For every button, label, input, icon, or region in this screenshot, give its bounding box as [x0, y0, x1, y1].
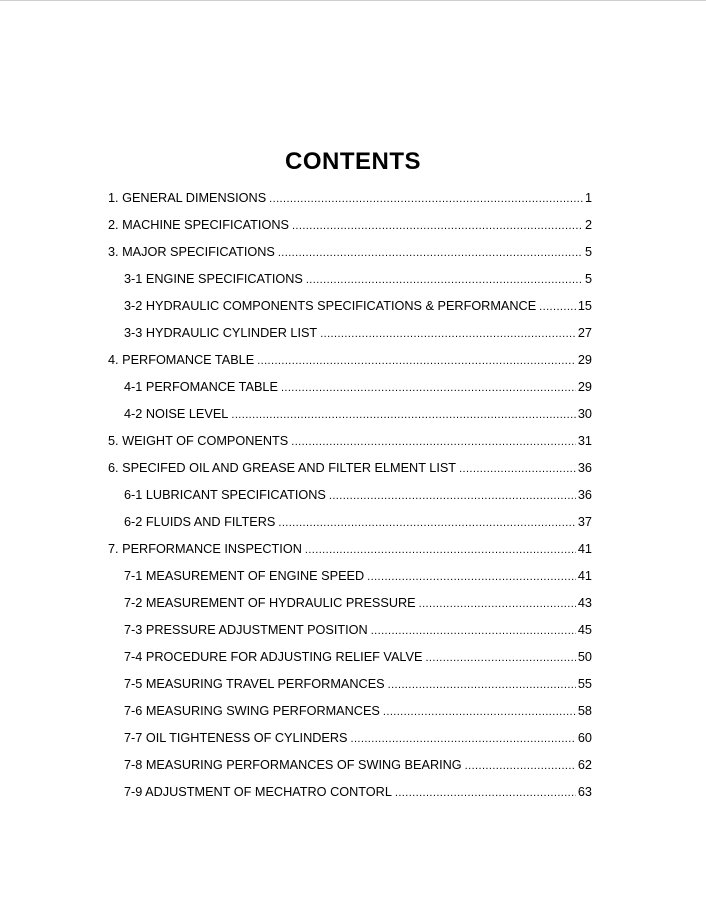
toc-dot-leader — [388, 679, 576, 691]
toc-entry-label: 7. PERFORMANCE INSPECTION — [108, 542, 302, 556]
toc-entry-page: 55 — [577, 677, 592, 691]
toc-entry[interactable] — [108, 461, 592, 488]
toc-entry-label: 6-1 LUBRICANT SPECIFICATIONS — [124, 488, 326, 502]
toc-entry-label: 7-2 MEASUREMENT OF HYDRAULIC PRESSURE — [124, 596, 416, 610]
toc-dot-leader — [383, 706, 576, 718]
toc-dot-leader — [539, 301, 576, 313]
toc-entry-page: 5 — [584, 272, 592, 286]
toc-entry-label: 6. SPECIFED OIL AND GREASE AND FILTER ELMENT LIST — [108, 461, 457, 475]
toc-entry[interactable] — [108, 569, 592, 596]
toc-entry-page: 63 — [577, 785, 592, 799]
toc-entry[interactable] — [108, 272, 592, 299]
toc-dot-leader — [278, 517, 576, 529]
toc-dot-leader — [292, 220, 583, 232]
toc-entry-label: 4-2 NOISE LEVEL — [124, 407, 229, 421]
toc-entry[interactable] — [108, 488, 592, 515]
toc-entry-page: 37 — [577, 515, 592, 529]
page-title: CONTENTS — [285, 148, 421, 175]
toc-entry-page: 29 — [577, 380, 592, 394]
toc-entry-label: 2. MACHINE SPECIFICATIONS — [108, 218, 289, 232]
toc-entry-page: 30 — [577, 407, 592, 421]
toc-entry-label: 3. MAJOR SPECIFICATIONS — [108, 245, 275, 259]
toc-entry[interactable] — [108, 380, 592, 407]
toc-dot-leader — [395, 787, 576, 799]
toc-entry-label: 7-9 ADJUSTMENT OF MECHATRO CONTORL — [124, 785, 392, 799]
toc-entry-page: 27 — [577, 326, 592, 340]
toc-entry-label: 3-1 ENGINE SPECIFICATIONS — [124, 272, 303, 286]
toc-entry[interactable] — [108, 326, 592, 353]
toc-entry-label: 6-2 FLUIDS AND FILTERS — [124, 515, 276, 529]
toc-entry-label: 4. PERFOMANCE TABLE — [108, 353, 255, 367]
toc-entry-label: 3-3 HYDRAULIC CYLINDER LIST — [124, 326, 318, 340]
toc-entry-page: 43 — [577, 596, 592, 610]
toc-entry[interactable] — [108, 353, 592, 380]
toc-entry-page: 58 — [577, 704, 592, 718]
toc-entry-page: 36 — [577, 461, 592, 475]
toc-dot-leader — [459, 463, 576, 475]
toc-dot-leader — [291, 436, 576, 448]
toc-dot-leader — [231, 409, 576, 421]
toc-entry-page: 1 — [584, 191, 592, 205]
toc-entry-label: 3-2 HYDRAULIC COMPONENTS SPECIFICATIONS & PERFORMANCE — [124, 299, 537, 313]
toc-entry[interactable] — [108, 245, 592, 272]
toc-entry-page: 41 — [577, 542, 592, 556]
toc-dot-leader — [351, 733, 576, 745]
toc-entry-page: 29 — [577, 353, 592, 367]
toc-entry[interactable] — [108, 731, 592, 758]
toc-entry-label: 7-7 OIL TIGHTENESS OF CYLINDERS — [124, 731, 348, 745]
toc-dot-leader — [269, 193, 583, 205]
toc-entry[interactable] — [108, 596, 592, 623]
toc-entry-page: 15 — [577, 299, 592, 313]
toc-entry-label: 7-8 MEASURING PERFORMANCES OF SWING BEARING — [124, 758, 462, 772]
toc-entry-page: 31 — [577, 434, 592, 448]
toc-dot-leader — [425, 652, 575, 664]
toc-dot-leader — [371, 625, 576, 637]
toc-entry-page: 5 — [584, 245, 592, 259]
toc-dot-leader — [305, 544, 576, 556]
toc-entry-page: 60 — [577, 731, 592, 745]
toc-dot-leader — [306, 274, 583, 286]
toc-entry-label: 7-6 MEASURING SWING PERFORMANCES — [124, 704, 380, 718]
toc-entry-page: 62 — [577, 758, 592, 772]
toc-entry[interactable] — [108, 434, 592, 461]
toc-entry-page: 36 — [577, 488, 592, 502]
toc-entry[interactable] — [108, 704, 592, 731]
toc-entry[interactable] — [108, 218, 592, 245]
toc-dot-leader — [419, 598, 576, 610]
toc-dot-leader — [329, 490, 576, 502]
toc-entry-label: 4-1 PERFOMANCE TABLE — [124, 380, 278, 394]
toc-dot-leader — [465, 760, 576, 772]
toc-entry[interactable] — [108, 515, 592, 542]
toc-entry[interactable] — [108, 623, 592, 650]
toc-dot-leader — [257, 355, 576, 367]
toc-dot-leader — [278, 247, 583, 259]
toc-entry[interactable] — [108, 677, 592, 704]
top-border — [0, 0, 706, 1]
toc-entry[interactable] — [108, 758, 592, 785]
toc-entry[interactable] — [108, 407, 592, 434]
toc-entry[interactable] — [108, 785, 592, 812]
toc-dot-leader — [320, 328, 576, 340]
toc-entry[interactable] — [108, 542, 592, 569]
toc-entry-page: 50 — [577, 650, 592, 664]
table-of-contents — [108, 191, 592, 812]
toc-entry-page: 45 — [577, 623, 592, 637]
toc-entry[interactable] — [108, 650, 592, 677]
toc-entry[interactable] — [108, 299, 592, 326]
toc-entry-label: 7-5 MEASURING TRAVEL PERFORMANCES — [124, 677, 385, 691]
toc-entry-page: 41 — [577, 569, 592, 583]
toc-dot-leader — [367, 571, 576, 583]
toc-dot-leader — [281, 382, 576, 394]
toc-entry-label: 1. GENERAL DIMENSIONS — [108, 191, 267, 205]
toc-entry-label: 5. WEIGHT OF COMPONENTS — [108, 434, 289, 448]
toc-entry-label: 7-3 PRESSURE ADJUSTMENT POSITION — [124, 623, 368, 637]
toc-entry-label: 7-4 PROCEDURE FOR ADJUSTING RELIEF VALVE — [124, 650, 423, 664]
toc-entry[interactable] — [108, 191, 592, 218]
toc-entry-label: 7-1 MEASUREMENT OF ENGINE SPEED — [124, 569, 365, 583]
toc-entry-page: 2 — [584, 218, 592, 232]
